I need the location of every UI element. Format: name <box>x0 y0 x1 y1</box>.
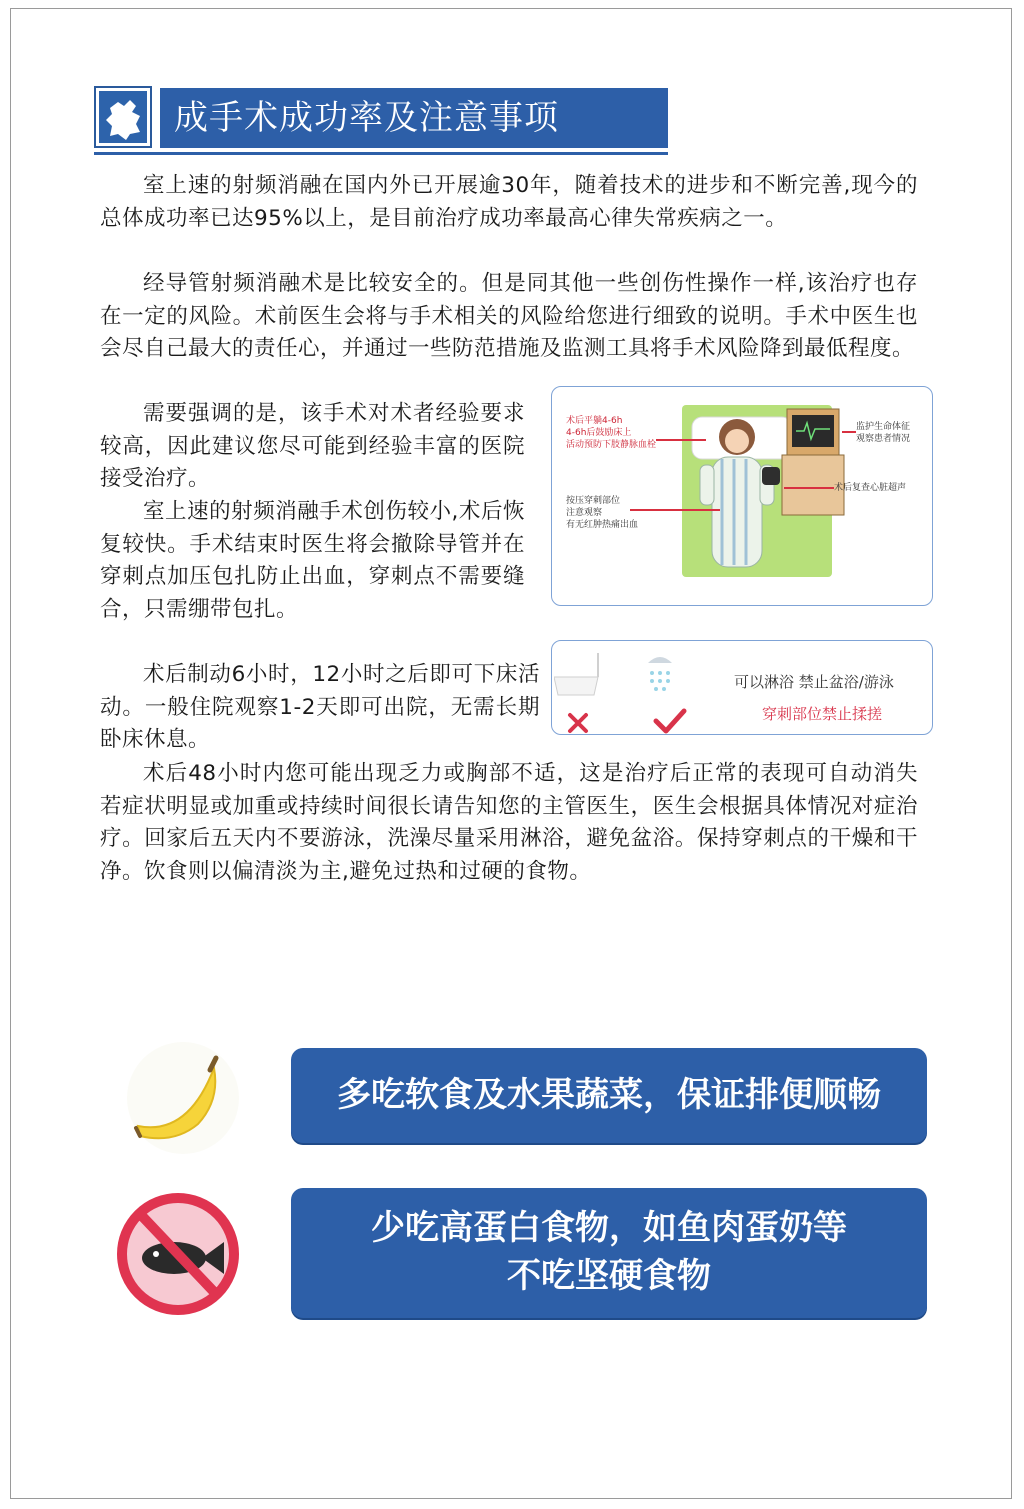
paragraph-recovery: 室上速的射频消融手术创伤较小,术后恢复较快。手术结束时医生将会撤除导管并在穿刺点加压包扎防止出血，穿刺点不需要缝合，只需绷带包扎。 <box>100 499 525 622</box>
bathing-illustration <box>551 640 933 735</box>
monitor-arrow <box>842 431 856 433</box>
puncture-arrow <box>630 509 720 511</box>
header-emblem <box>94 86 152 148</box>
map-emblem-icon <box>102 94 148 144</box>
banana-icon <box>118 1040 248 1160</box>
page-title: 成手术成功率及注意事项 <box>160 88 668 148</box>
bathtub-icon <box>554 647 604 707</box>
diet-advice-banner-soft-food: 多吃软食及水果蔬菜，保证排便顺畅 <box>291 1048 927 1143</box>
paragraph-post-op-care: 术后48小时内您可能出现乏力或胸部不适，这是治疗后正常的表现可自动消失若症状明显或加重或持续时间很长请告知您的主管医生，医生会根据具体情况对症治疗。回家后五天内不要游泳，洗澡尽量采用淋浴，避免盆浴。保持穿刺点的干燥和干净。饮食则以偏清淡为主,避免过热和过硬的食物。 <box>100 761 918 884</box>
check-icon <box>652 707 688 735</box>
paragraph-safety: 经导管射频消融术是比较安全的。但是同其他一些创伤性操作一样,该治疗也存在一定的风险。术前医生会将与手术相关的风险给您进行细致的说明。手术中医生也会尽自己最大的责任心，并通过一些防范措施及监测工具将手术风险降到最低程度。 <box>100 271 918 362</box>
bedrest-arrow <box>656 439 706 441</box>
shower-icon <box>640 649 680 699</box>
bed-recovery-illustration <box>551 386 933 606</box>
no-fish-icon <box>116 1192 240 1316</box>
paragraph-success-rate: 室上速的射频消融在国内外已开展逾30年，随着技术的进步和不断完善,现今的总体成功率已达95%以上，是目前治疗成功率最高心律失常疾病之一。 <box>100 173 918 231</box>
paragraph-experience: 需要强调的是，该手术对术者经验要求较高，因此建议您尽可能到经验丰富的医院接受治疗。 <box>100 401 525 492</box>
echo-annotation: 术后复查心脏超声 <box>834 483 907 493</box>
no-rubbing-text: 穿刺部位禁止揉搓 <box>762 705 883 723</box>
cross-icon <box>566 711 590 735</box>
monitor-annotation: 监护生命体征 观察患者情况 <box>856 422 911 444</box>
diet-advice-banner-low-protein <box>291 1188 927 1318</box>
no-hard-food-line: 不吃坚硬食物 <box>507 1256 711 1296</box>
low-protein-line: 少吃高蛋白食物，如鱼肉蛋奶等 <box>371 1208 847 1248</box>
paragraph-bedrest: 术后制动6小时，12小时之后即可下床活动。一般住院观察1-2天即可出院，无需长期卧床休息。 <box>100 662 540 753</box>
echo-arrow <box>784 487 834 489</box>
puncture-annotation: 按压穿刺部位 注意观察 有无红肿热痛出血 <box>566 496 639 530</box>
bathing-allowed-text: 可以淋浴 禁止盆浴/游泳 <box>734 673 894 691</box>
header-divider <box>94 152 668 155</box>
bedrest-annotation: 术后平躺4-6h 4-6h后鼓励床上 活动预防下肢静脉血栓 <box>566 416 657 450</box>
